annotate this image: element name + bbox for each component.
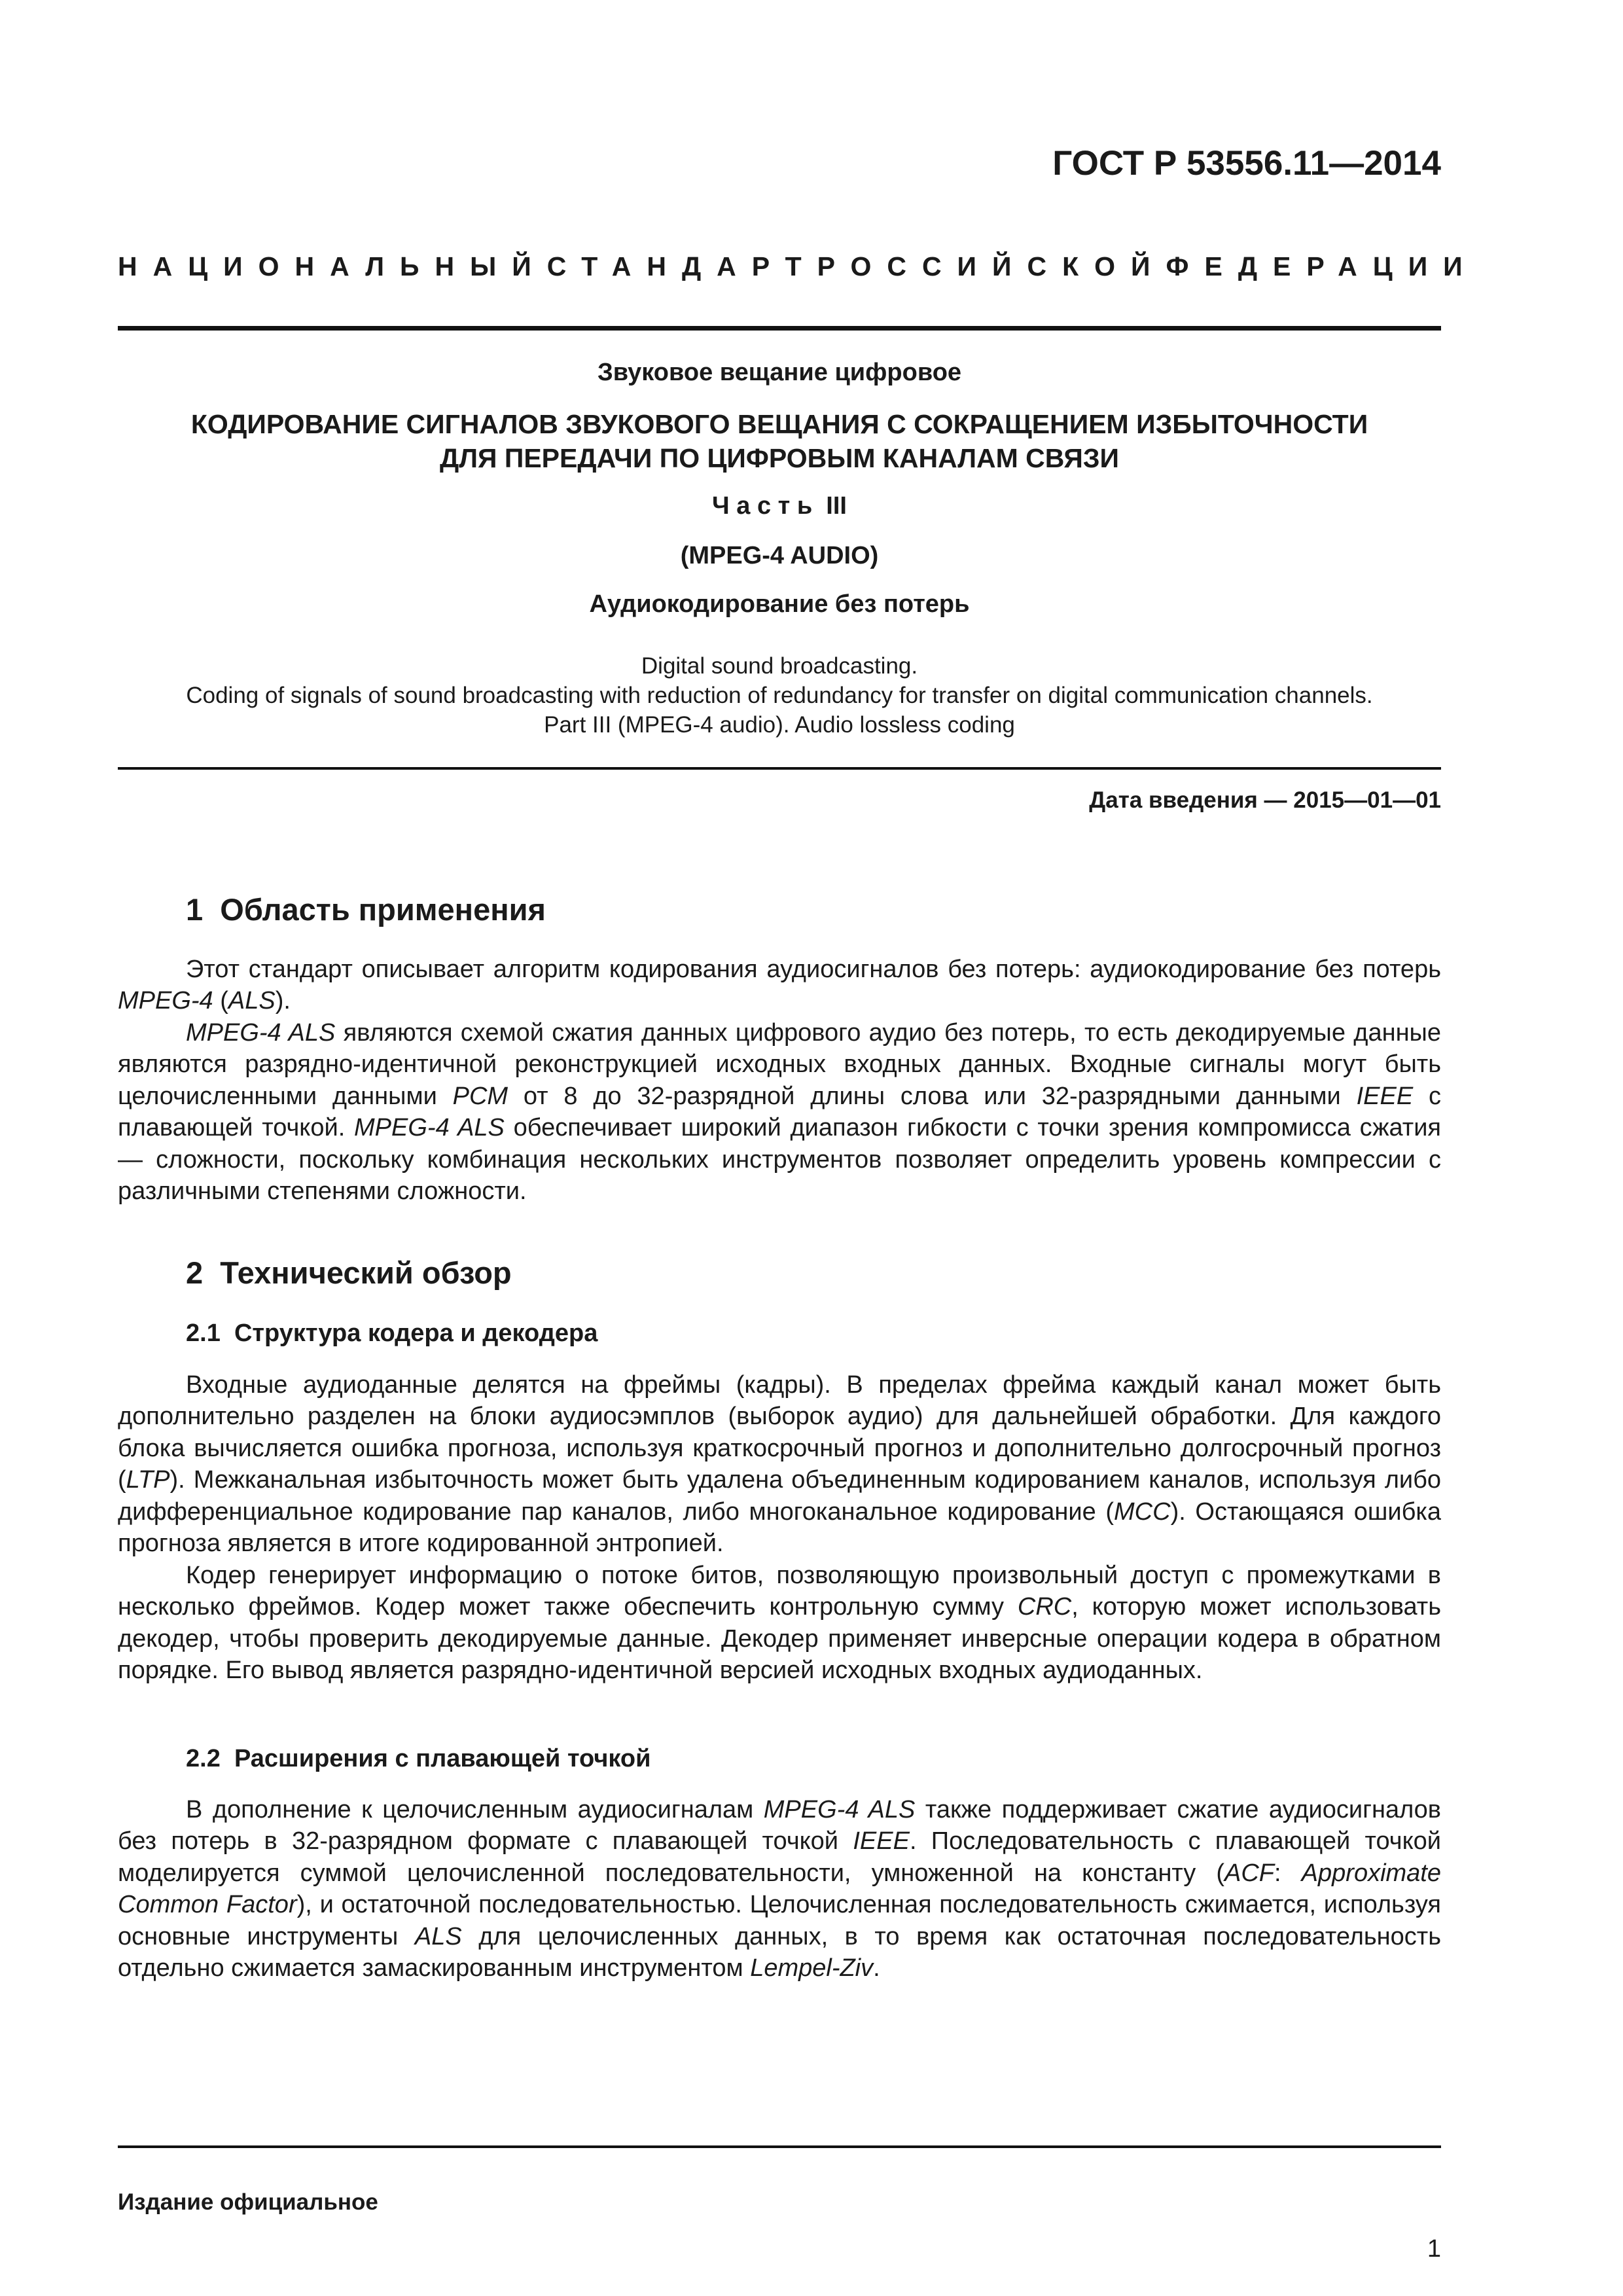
title-subtitle: Звуковое вещание цифровое [597, 359, 962, 386]
italic-term: ALS [228, 987, 276, 1015]
top-rule [118, 326, 1441, 331]
national-word-4: ФЕДЕРАЦИИ [1166, 251, 1478, 281]
text-run: ). [275, 987, 291, 1015]
section-1-paragraph-1 [118, 954, 1441, 1017]
italic-term: IEEE [853, 1827, 910, 1856]
middle-rule [118, 767, 1441, 770]
section-2-2-heading: 2.2 Расширения с плавающей точкой [186, 1745, 651, 1772]
italic-term: Lempel-Ziv [750, 1954, 874, 1982]
text-run: для целочисленных данных, в то время как остаточная последовательность отдельно сжимается замаскированным инструментом [118, 1922, 1441, 1982]
text-run: В дополнение к целочисленным аудиосигналам [186, 1796, 764, 1823]
section-2-1-paragraph-2 [118, 1560, 1441, 1687]
text-run: ), и остаточной последовательностью. Целочисленная последовательность сжимается, используя основные инструменты [118, 1891, 1442, 1950]
italic-term: MPEG-4 ALS [763, 1796, 916, 1823]
text-run: ). Остающаяся ошибка прогноза является в итоге кодированной энтропией. [118, 1498, 1441, 1558]
national-word-3: РОССИЙСКОЙ [817, 251, 1166, 281]
italic-term: MCC [1114, 1498, 1171, 1526]
national-standard-heading [118, 251, 1478, 282]
text-run: Этот стандарт описывает алгоритм кодирования аудиосигналов без потерь: аудиокодирование без потерь [186, 956, 1441, 983]
section-2-1-heading: 2.1 Структура кодера и декодера [186, 1319, 598, 1347]
english-title-line-3: Part III (MPEG-4 audio). Audio lossless coding [544, 712, 1015, 738]
date-introduced: Дата введения — 2015—01—01 [1089, 787, 1441, 813]
italic-term: MPEG-4 ALS [186, 1019, 336, 1047]
italic-term: MPEG-4 ALS [354, 1114, 505, 1142]
text-run: от 8 до 32-разрядной длины слова или 32-разрядными данными [508, 1082, 1357, 1110]
title-main-line-1: КОДИРОВАНИЕ СИГНАЛОВ ЗВУКОВОГО ВЕЩАНИЯ С СОКРАЩЕНИЕМ ИЗБЫТОЧНОСТИ [190, 409, 1368, 439]
title-main-line-2: ДЛЯ ПЕРЕДАЧИ ПО ЦИФРОВЫМ КАНАЛАМ СВЯЗИ [440, 443, 1119, 473]
text-run: также поддерживает сжатие аудиосигналов без потерь в 32-разрядном формате с плавающей точкой [118, 1796, 1441, 1856]
bottom-rule [118, 2145, 1441, 2148]
text-run: : [1274, 1859, 1302, 1887]
section-1-heading: 1 Область применения [186, 892, 546, 927]
italic-term: IEEE [1356, 1082, 1414, 1110]
text-run: Входные аудиоданные делятся на фреймы (кадры). В пределах фрейма каждый канал может быть дополнительно разделен на блоки аудиосэмплов (выборок аудио) для дальнейшей обработки. Для каждого блока вычисляется ошибка прогноза, используя краткосрочный прогноз и дополнительно долгосрочный прогноз ( [118, 1371, 1441, 1494]
text-run: являются схемой сжатия данных цифрового аудио без потерь, то есть декодируемые данные являются разрядно-идентичной реконструкцией исходных входных данных. Входные сигналы могут быть целочисленными данными [118, 1019, 1441, 1110]
italic-term: PCM [452, 1082, 508, 1110]
section-2-2-paragraph-1 [118, 1794, 1441, 1984]
text-run: . [873, 1954, 880, 1982]
title-mpeg: (MPEG-4 AUDIO) [680, 542, 879, 569]
national-word-2: СТАНДАРТ [546, 251, 817, 281]
italic-term: CRC [1017, 1593, 1072, 1621]
text-run: ( [213, 987, 228, 1015]
english-title-line-2: Coding of signals of sound broadcasting with reduction of redundancy for transfer on digital communication channels. [186, 683, 1373, 708]
section-2-heading: 2 Технический обзор [186, 1255, 512, 1290]
italic-term: LTP [126, 1466, 170, 1494]
standard-code: ГОСТ Р 53556.11—2014 [1052, 144, 1441, 183]
official-edition-label: Издание официальное [118, 2189, 378, 2215]
italic-term: MPEG-4 [118, 987, 213, 1015]
italic-term: ACF [1224, 1859, 1275, 1887]
text-run: с плавающей точкой. [118, 1082, 1441, 1142]
text-run: Кодер генерирует информацию о потоке битов, позволяющую произвольный доступ с промежутками в несколько фреймов. Кодер может также обеспечить контрольную сумму [118, 1562, 1441, 1621]
italic-term: ALS [414, 1922, 462, 1950]
section-1-paragraph-2 [118, 1017, 1441, 1207]
section-2-1-paragraph-1 [118, 1369, 1441, 1559]
text-run: , которую может использовать декодер, чтобы проверить декодируемые данные. Декодер применяет инверсные операции кодера в обратном порядке. Его вывод является разрядно-идентичной версией исходных входных аудиоданных. [118, 1593, 1441, 1685]
national-word-1: НАЦИОНАЛЬНЫЙ [118, 251, 547, 281]
english-title-line-1: Digital sound broadcasting. [641, 653, 918, 679]
title-lossless: Аудиокодирование без потерь [589, 590, 970, 618]
title-part: Ч а с т ь III [712, 492, 847, 520]
text-run: ). Межканальная избыточность может быть удалена объединенным кодированием каналов, используя либо дифференциальное кодирование пар каналов, либо многоканальное кодирование ( [118, 1466, 1441, 1526]
text-run: обеспечивает широкий диапазон гибкости с точки зрения компромисса сжатия — сложности, поскольку комбинация нескольких инструментов позволяет определить уровень компрессии с различными степенями сложности. [118, 1114, 1442, 1206]
italic-term: Approximate Common Factor [118, 1859, 1441, 1919]
page-number: 1 [1427, 2235, 1441, 2263]
text-run: . Последовательность с плавающей точкой моделируется суммой целочисленной последовательности, умноженной на константу ( [118, 1827, 1441, 1887]
